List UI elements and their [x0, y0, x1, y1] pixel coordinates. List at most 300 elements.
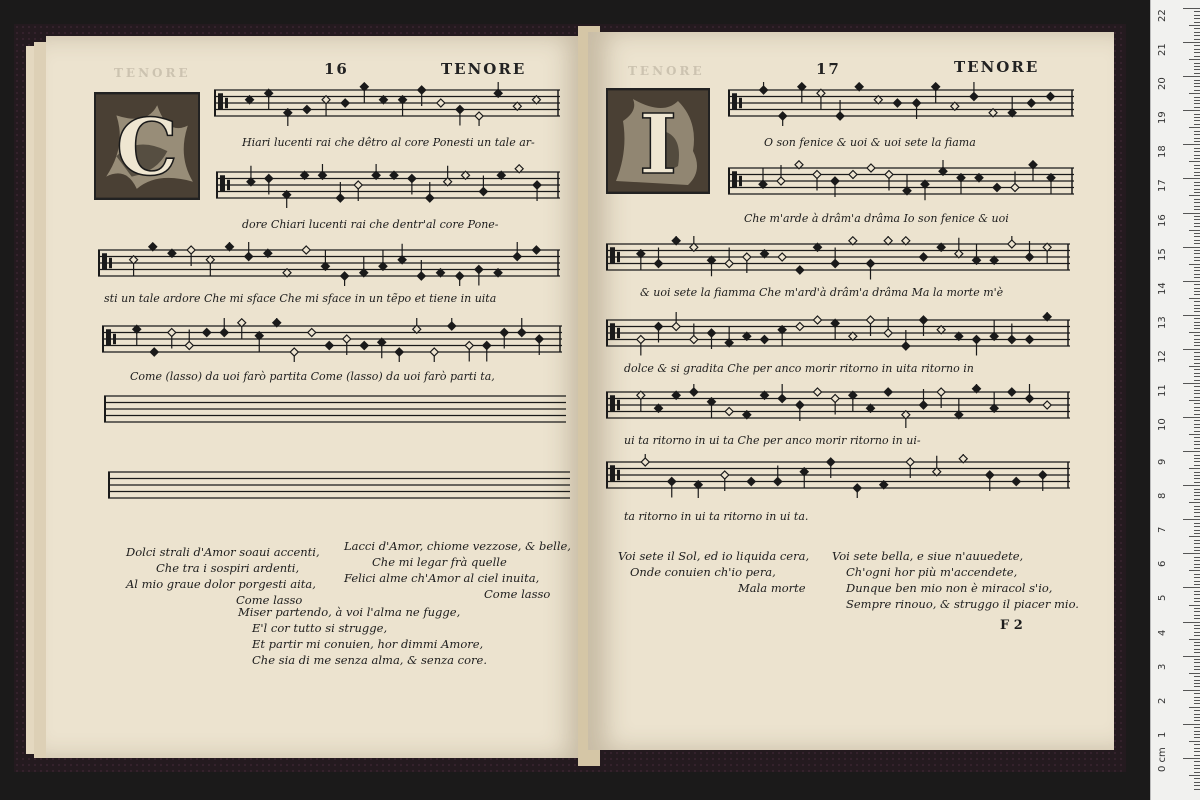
ruler-minor-tick [1194, 328, 1200, 329]
ruler-minor-tick [1194, 49, 1200, 50]
ruler-number: 6 [1157, 561, 1168, 568]
ruler-minor-tick [1194, 577, 1200, 578]
ruler-minor-tick [1194, 56, 1200, 57]
ruler-minor-tick [1194, 652, 1200, 653]
ruler-number: 2 [1157, 697, 1168, 704]
ruler-number: 5 [1157, 595, 1168, 602]
ruler-minor-tick [1194, 83, 1200, 84]
ruler-minor-tick [1194, 39, 1200, 40]
ruler-tick [1183, 144, 1200, 145]
ruler-minor-tick [1194, 492, 1200, 493]
ruler-minor-tick [1194, 28, 1200, 29]
lyric-line: ta ritorno in ui ta ritorno in ui ta. [624, 510, 809, 523]
ruler-minor-tick [1189, 93, 1200, 94]
ruler-minor-tick [1194, 253, 1200, 254]
ghost-header: TENORE [628, 64, 705, 78]
verse-line: Lacci d'Amor, chiome vezzose, & belle, [344, 539, 571, 553]
initial-letter: I [638, 97, 678, 192]
verse-stanza-right [344, 538, 571, 602]
ruler-minor-tick [1194, 789, 1200, 790]
ruler-minor-tick [1194, 257, 1200, 258]
ruler-minor-tick [1194, 73, 1200, 74]
ruler-minor-tick [1194, 414, 1200, 415]
ruler-minor-tick [1194, 772, 1200, 773]
ruler-minor-tick [1194, 420, 1200, 421]
ruler-minor-tick [1194, 591, 1200, 592]
ruler-minor-tick [1194, 778, 1200, 779]
ruler-minor-tick [1194, 731, 1200, 732]
ruler-minor-tick [1194, 175, 1200, 176]
ruler-minor-tick [1189, 536, 1200, 537]
ruler-tick [1183, 383, 1200, 384]
ruler-minor-tick [1194, 45, 1200, 46]
ruler-minor-tick [1194, 288, 1200, 289]
ruler-minor-tick [1194, 748, 1200, 749]
ruler-number: 22 [1157, 9, 1168, 22]
right-page [588, 32, 1114, 750]
ruler-minor-tick [1194, 32, 1200, 33]
verse-line: Che sia di me senza alma, & senza core. [252, 653, 488, 667]
ruler-minor-tick [1194, 15, 1200, 16]
ruler-minor-tick [1194, 717, 1200, 718]
ruler-minor-tick [1194, 550, 1200, 551]
ruler-minor-tick [1189, 468, 1200, 469]
ruler-minor-tick [1194, 199, 1200, 200]
ruler-minor-tick [1194, 676, 1200, 677]
ruler-minor-tick [1194, 564, 1200, 565]
ruler-minor-tick [1194, 693, 1200, 694]
ruler-minor-tick [1194, 478, 1200, 479]
ruler-minor-tick [1194, 506, 1200, 507]
ruler-minor-tick [1194, 151, 1200, 152]
ruler-minor-tick [1194, 669, 1200, 670]
ruler-minor-tick [1194, 342, 1200, 343]
ruler-minor-tick [1194, 407, 1200, 408]
ruler-number: 15 [1157, 247, 1168, 261]
ruler-minor-tick [1194, 628, 1200, 629]
verse-line: Mala morte [738, 581, 806, 595]
ruler-minor-tick [1194, 686, 1200, 687]
ruler-minor-tick [1194, 322, 1200, 323]
ruler-minor-tick [1194, 117, 1200, 118]
ruler-number: 9 [1157, 458, 1168, 466]
empty-staff [104, 388, 566, 432]
ruler-minor-tick [1194, 403, 1200, 404]
ruler-minor-tick [1194, 475, 1200, 476]
ruler-minor-tick [1194, 209, 1200, 210]
ruler-minor-tick [1194, 601, 1200, 602]
ruler-minor-tick [1194, 489, 1200, 490]
ruler-tick [1183, 690, 1200, 691]
ruler-number: 11 [1157, 384, 1168, 397]
ruler-tick [1183, 553, 1200, 554]
verse-line: Come lasso [484, 587, 551, 601]
ruler-minor-tick [1194, 543, 1200, 544]
ruler-minor-tick [1194, 458, 1200, 459]
ruler-minor-tick [1194, 625, 1200, 626]
verse-stanza-right [832, 548, 1079, 612]
ruler-minor-tick [1194, 448, 1200, 449]
ruler-tick [1183, 622, 1200, 623]
lyric-line: Che m'arde à drâm'a drâma Io son fenice & uoi [744, 212, 1009, 225]
ruler-minor-tick [1194, 465, 1200, 466]
verse-line: Come lasso [236, 593, 303, 607]
verse-stanza-left [618, 548, 809, 596]
ruler-tick [1183, 213, 1200, 214]
ruler-tick [1183, 76, 1200, 77]
ruler-minor-tick [1189, 298, 1200, 299]
voice-header: TENORE [954, 58, 1040, 76]
ruler-minor-tick [1194, 768, 1200, 769]
ruler-minor-tick [1194, 294, 1200, 295]
ruler-minor-tick [1194, 611, 1200, 612]
ruler-minor-tick [1189, 673, 1200, 674]
ruler-minor-tick [1194, 103, 1200, 104]
ruler-minor-tick [1194, 720, 1200, 721]
ruler-minor-tick [1194, 318, 1200, 319]
lyric-line: O son fenice & uoi & uoi sete la fiama [764, 136, 976, 149]
ruler-minor-tick [1194, 516, 1200, 517]
ruler-minor-tick [1194, 499, 1200, 500]
ruler-minor-tick [1194, 560, 1200, 561]
verse-stanza-bottom [238, 604, 487, 668]
ruler-number: 20 [1157, 77, 1168, 91]
ruler-minor-tick [1194, 615, 1200, 616]
ruler-number: 17 [1157, 179, 1168, 193]
ruler-minor-tick [1194, 390, 1200, 391]
ruler-minor-tick [1194, 635, 1200, 636]
ruler-tick [1183, 178, 1200, 179]
lyric-line: & uoi sete la fiamma Che m'ard'à drâm'a drâma Ma la morte m'è [640, 286, 1004, 299]
ruler-minor-tick [1194, 642, 1200, 643]
ruler-minor-tick [1194, 131, 1200, 132]
verse-line: Che tra i sospiri ardenti, [156, 561, 300, 575]
ruler-number: 18 [1157, 145, 1168, 159]
ruler-minor-tick [1194, 277, 1200, 278]
ruler-tick [1183, 247, 1200, 248]
ruler-minor-tick [1194, 662, 1200, 663]
ruler-number: 12 [1157, 350, 1168, 363]
ruler-minor-tick [1189, 605, 1200, 606]
ruler-minor-tick [1194, 710, 1200, 711]
verse-line: Voi sete il Sol, ed io liquida cera, [618, 549, 810, 563]
ruler-minor-tick [1194, 431, 1200, 432]
ruler-minor-tick [1194, 165, 1200, 166]
ruler-minor-tick [1194, 250, 1200, 251]
ruler-minor-tick [1189, 741, 1200, 742]
ruler-minor-tick [1194, 427, 1200, 428]
music-staff [728, 160, 1074, 204]
measuring-ruler [1150, 0, 1200, 800]
ruler-minor-tick [1189, 639, 1200, 640]
ruler-minor-tick [1194, 574, 1200, 575]
ruler-tick [1183, 724, 1200, 725]
page-number: 16 [324, 60, 349, 78]
ruler-tick [1183, 758, 1200, 759]
ruler-minor-tick [1194, 216, 1200, 217]
ruler-minor-tick [1194, 424, 1200, 425]
ruler-minor-tick [1189, 230, 1200, 231]
ruler-minor-tick [1194, 90, 1200, 91]
ruler-minor-tick [1194, 69, 1200, 70]
ruler-tick [1183, 656, 1200, 657]
ruler-minor-tick [1194, 608, 1200, 609]
ruler-minor-tick [1194, 567, 1200, 568]
ruler-number: 19 [1157, 111, 1168, 125]
ruler-minor-tick [1194, 226, 1200, 227]
ruler-minor-tick [1194, 168, 1200, 169]
ruler-tick [1183, 281, 1200, 282]
ruler-minor-tick [1194, 645, 1200, 646]
ruler-number: 8 [1157, 492, 1168, 500]
ruler-minor-tick [1194, 700, 1200, 701]
ruler-minor-tick [1194, 594, 1200, 595]
ruler-minor-tick [1194, 18, 1200, 19]
ruler-minor-tick [1189, 332, 1200, 333]
ruler-minor-tick [1194, 744, 1200, 745]
music-staff [606, 236, 1070, 280]
ruler-minor-tick [1194, 512, 1200, 513]
initial-letter: C [116, 102, 178, 194]
verse-line: Al mio graue dolor porgesti aita, [126, 577, 316, 591]
ruler-minor-tick [1194, 380, 1200, 381]
verse-line: Felici alme ch'Amor al ciel inuita, [344, 571, 540, 585]
ruler-minor-tick [1194, 632, 1200, 633]
ruler-tick [1183, 417, 1200, 418]
ruler-minor-tick [1194, 598, 1200, 599]
ruler-minor-tick [1194, 356, 1200, 357]
ruler-minor-tick [1189, 264, 1200, 265]
verse-line: Miser partendo, à voi l'alma ne fugge, [238, 605, 461, 619]
ruler-number: 16 [1157, 213, 1168, 227]
ruler-minor-tick [1194, 455, 1200, 456]
verse-line: Sempre rinouo, & struggo il piacer mio. [846, 597, 1079, 611]
ruler-minor-tick [1194, 397, 1200, 398]
ruler-minor-tick [1194, 240, 1200, 241]
ruler-minor-tick [1194, 352, 1200, 353]
ruler-minor-tick [1194, 202, 1200, 203]
ruler-minor-tick [1194, 441, 1200, 442]
ruler-number: 13 [1157, 316, 1168, 329]
ruler-minor-tick [1194, 80, 1200, 81]
ruler-minor-tick [1194, 533, 1200, 534]
lyric-line: dore Chiari lucenti rai che dentr'al core Pone- [242, 218, 499, 231]
ghost-header: TENORE [114, 66, 191, 80]
ruler-minor-tick [1194, 100, 1200, 101]
ruler-minor-tick [1194, 233, 1200, 234]
ruler-minor-tick [1194, 97, 1200, 98]
ruler-minor-tick [1194, 547, 1200, 548]
ruler-minor-tick [1189, 25, 1200, 26]
ruler-minor-tick [1194, 373, 1200, 374]
ruler-minor-tick [1194, 274, 1200, 275]
ruler-minor-tick [1194, 584, 1200, 585]
music-staff [606, 312, 1070, 356]
ruler-minor-tick [1194, 52, 1200, 53]
decorated-initial [94, 92, 200, 200]
ruler-minor-tick [1194, 697, 1200, 698]
decorated-initial [606, 88, 710, 194]
ruler-minor-tick [1194, 124, 1200, 125]
ruler-minor-tick [1194, 751, 1200, 752]
ruler-minor-tick [1194, 495, 1200, 496]
ruler-minor-tick [1194, 223, 1200, 224]
ruler-minor-tick [1194, 325, 1200, 326]
music-staff [214, 82, 560, 126]
ruler-tick [1183, 587, 1200, 588]
verse-line: Voi sete bella, e siue n'auuedete, [832, 549, 1024, 563]
ruler-minor-tick [1194, 703, 1200, 704]
music-staff [98, 242, 560, 286]
music-staff [102, 318, 562, 362]
ruler-minor-tick [1189, 434, 1200, 435]
ruler-minor-tick [1194, 714, 1200, 715]
ruler-minor-tick [1194, 120, 1200, 121]
ruler-minor-tick [1189, 775, 1200, 776]
ruler-minor-tick [1194, 540, 1200, 541]
ruler-minor-tick [1194, 649, 1200, 650]
ruler-minor-tick [1194, 359, 1200, 360]
ruler-tick [1183, 8, 1200, 9]
verse-line: Et partir mi conuien, hor dimmi Amore, [252, 637, 484, 651]
ruler-minor-tick [1189, 59, 1200, 60]
ruler-minor-tick [1189, 707, 1200, 708]
lyric-line: Come (lasso) da uoi farò partita Come (lasso) da uoi farò parti ta, [130, 370, 495, 383]
ruler-minor-tick [1194, 311, 1200, 312]
music-staff [606, 454, 1070, 498]
ruler-tick [1183, 315, 1200, 316]
ruler-minor-tick [1194, 581, 1200, 582]
ruler-minor-tick [1194, 270, 1200, 271]
ruler-minor-tick [1194, 393, 1200, 394]
ruler-minor-tick [1194, 284, 1200, 285]
ruler-minor-tick [1194, 158, 1200, 159]
ruler-number: 0 cm [1157, 747, 1168, 772]
ruler-number: 7 [1157, 526, 1168, 534]
ruler-minor-tick [1194, 482, 1200, 483]
ruler-minor-tick [1194, 114, 1200, 115]
ruler-minor-tick [1194, 659, 1200, 660]
lyric-line: ui ta ritorno in ui ta Che per anco morir ritorno in ui- [624, 434, 921, 447]
ruler-minor-tick [1194, 369, 1200, 370]
ruler-minor-tick [1194, 192, 1200, 193]
ruler-minor-tick [1194, 35, 1200, 36]
ruler-minor-tick [1189, 570, 1200, 571]
ruler-minor-tick [1194, 523, 1200, 524]
ruler-minor-tick [1194, 11, 1200, 12]
ruler-minor-tick [1194, 155, 1200, 156]
music-staff [606, 384, 1070, 428]
ruler-tick [1183, 42, 1200, 43]
ruler-minor-tick [1189, 161, 1200, 162]
ruler-number: 21 [1157, 43, 1168, 57]
ruler-minor-tick [1194, 134, 1200, 135]
ruler-minor-tick [1194, 755, 1200, 756]
ruler-minor-tick [1194, 363, 1200, 364]
ruler-minor-tick [1194, 734, 1200, 735]
ruler-minor-tick [1194, 335, 1200, 336]
verse-line: E'l cor tutto si strugge, [252, 621, 388, 635]
ruler-minor-tick [1194, 301, 1200, 302]
ruler-minor-tick [1194, 509, 1200, 510]
ruler-minor-tick [1194, 107, 1200, 108]
ruler-minor-tick [1194, 308, 1200, 309]
ruler-minor-tick [1194, 785, 1200, 786]
ruler-minor-tick [1194, 761, 1200, 762]
ruler-minor-tick [1194, 260, 1200, 261]
verse-stanza-left [126, 544, 320, 608]
ruler-minor-tick [1194, 22, 1200, 23]
ruler-tick [1183, 485, 1200, 486]
ruler-minor-tick [1194, 472, 1200, 473]
ruler-minor-tick [1194, 727, 1200, 728]
ruler-minor-tick [1194, 182, 1200, 183]
ruler-minor-tick [1194, 141, 1200, 142]
verse-line: Che mi legar frà quelle [372, 555, 507, 569]
ruler-minor-tick [1194, 386, 1200, 387]
ruler-minor-tick [1194, 345, 1200, 346]
ruler-minor-tick [1194, 737, 1200, 738]
lyric-line: sti un tale ardore Che mi sface Che mi sface in un tẽpo et tiene in uita [104, 292, 497, 305]
left-page [46, 36, 586, 758]
ruler-minor-tick [1194, 461, 1200, 462]
ruler-minor-tick [1194, 138, 1200, 139]
ruler-number: 4 [1157, 629, 1168, 636]
ruler-tick [1183, 110, 1200, 111]
page-number: 17 [816, 60, 841, 78]
ruler-minor-tick [1194, 189, 1200, 190]
music-staff [728, 82, 1074, 126]
ruler-number: 1 [1157, 731, 1168, 738]
ruler-minor-tick [1194, 557, 1200, 558]
ruler-minor-tick [1194, 148, 1200, 149]
ruler-minor-tick [1194, 782, 1200, 783]
verse-line: Onde conuien ch'io pera, [630, 565, 776, 579]
music-staff [216, 164, 560, 208]
lyric-line: Hiari lucenti rai che dêtro al core Ponesti un tale ar- [242, 136, 535, 149]
ruler-tick [1183, 451, 1200, 452]
ruler-minor-tick [1194, 765, 1200, 766]
ruler-minor-tick [1194, 437, 1200, 438]
ruler-minor-tick [1189, 502, 1200, 503]
ruler-minor-tick [1194, 680, 1200, 681]
ruler-minor-tick [1194, 206, 1200, 207]
lyric-line: dolce & si gradita Che per anco morir ritorno in uita ritorno in [624, 362, 974, 375]
ruler-minor-tick [1194, 185, 1200, 186]
ruler-minor-tick [1194, 530, 1200, 531]
ruler-minor-tick [1194, 618, 1200, 619]
ruler-minor-tick [1194, 66, 1200, 67]
signature-mark: F 2 [1000, 618, 1023, 633]
verse-line: Ch'ogni hor più m'accendete, [846, 565, 1018, 579]
ruler-minor-tick [1194, 219, 1200, 220]
ruler-minor-tick [1194, 376, 1200, 377]
ruler-minor-tick [1194, 526, 1200, 527]
ruler-minor-tick [1194, 63, 1200, 64]
verse-line: Dolci strali d'Amor soaui accenti, [126, 545, 320, 559]
ruler-number: 14 [1157, 281, 1168, 295]
ruler-minor-tick [1189, 127, 1200, 128]
ruler-minor-tick [1189, 400, 1200, 401]
verse-line: Dunque ben mio non è miracol s'io, [846, 581, 1053, 595]
ruler-minor-tick [1194, 666, 1200, 667]
empty-staff [108, 464, 570, 508]
voice-header: TENORE [441, 60, 527, 78]
ruler-minor-tick [1194, 339, 1200, 340]
ruler-minor-tick [1189, 195, 1200, 196]
ruler-minor-tick [1194, 86, 1200, 87]
ruler-minor-tick [1194, 291, 1200, 292]
